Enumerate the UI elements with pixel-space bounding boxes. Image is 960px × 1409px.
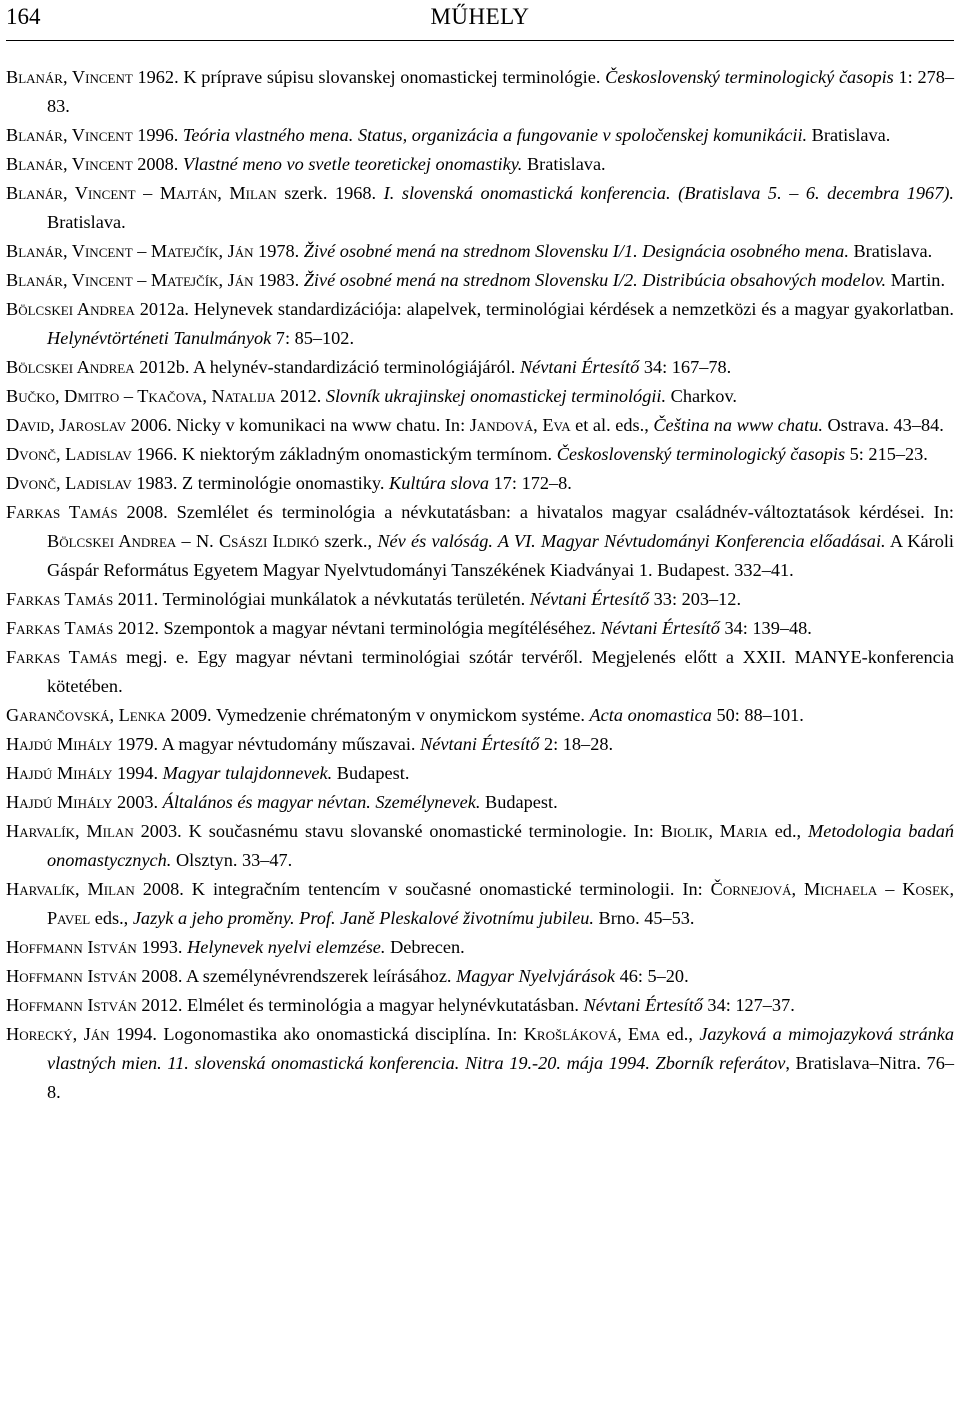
reference-entry [6, 150, 954, 179]
reference-details: Bratislava. [848, 241, 933, 261]
reference-entry [6, 440, 954, 469]
reference-author: Hajdú Mihály [6, 792, 113, 812]
reference-text: 1983. Z terminológie onomastiky. [131, 473, 389, 493]
reference-text: 2003. K současnému stavu slovanské onomastické terminologie. In: [133, 821, 661, 841]
reference-details: 7: 85–102. [271, 328, 355, 348]
reference-details: , Bratislava–Nitra. 76–8. [47, 1053, 954, 1102]
reference-details: 17: 172–8. [489, 473, 572, 493]
reference-details: 46: 5–20. [615, 966, 689, 986]
reference-details: Budapest. [332, 763, 410, 783]
reference-entry [6, 1020, 954, 1107]
running-header [6, 0, 954, 41]
reference-text: 2003. [112, 792, 163, 812]
reference-editor: Čornejová, Michaela – Kosek, Pavel [47, 879, 955, 928]
reference-author: Farkas Tamás [6, 502, 118, 522]
reference-text: megj. e. Egy magyar névtani terminológiai szótár tervéről. Megjelenés előtt a XXII. MANYE-konferencia kötetében. [47, 647, 954, 696]
reference-entry [6, 614, 954, 643]
reference-text: 2009. Vymedzenie chrématoným v onymickom systéme. [165, 705, 590, 725]
reference-entry [6, 933, 954, 962]
reference-entry [6, 498, 954, 585]
reference-details: Bratislava. [807, 125, 891, 145]
reference-author: Blanár, Vincent [6, 154, 133, 174]
reference-editor: Bölcskei Andrea – N. Császi Ildikó [47, 531, 320, 551]
reference-author: Harvalík, Milan [6, 821, 134, 841]
reference-entry [6, 469, 954, 498]
reference-author: Hajdú Mihály [6, 734, 113, 754]
reference-title: Névtani Értesítő [420, 734, 540, 754]
reference-author: Blanár, Vincent – Matejčík, Ján [6, 241, 254, 261]
reference-title: Teória vlastného mena. Status, organizácia a fungovanie v spoločenskej komunikácii. [182, 125, 808, 145]
reference-details: Budapest. [480, 792, 558, 812]
reference-title: Čeština na www chatu. [653, 415, 823, 435]
reference-author: Hoffmann István [6, 966, 137, 986]
reference-details: A Károli Gáspár Református Egyetem Magyar Nyelvtudományi Tanszékének Kiadványai 1. Budapest. 332–41. [47, 531, 955, 580]
reference-author: Harvalík, Milan [6, 879, 135, 899]
reference-author: Hajdú Mihály [6, 763, 113, 783]
reference-text: szerk., [319, 531, 378, 551]
reference-entry [6, 788, 954, 817]
reference-text: 2012. Elmélet és terminológia a magyar helynévkutatásban. [136, 995, 584, 1015]
reference-editor: Jandová, Eva [469, 415, 571, 435]
reference-entry [6, 353, 954, 382]
reference-author: Bölcskei Andrea [6, 299, 135, 319]
reference-entry [6, 121, 954, 150]
reference-text: 1966. K niektorým základným onomastickým termínom. [131, 444, 557, 464]
reference-entry [6, 237, 954, 266]
reference-author: Farkas Tamás [6, 589, 114, 609]
reference-details: 33: 203–12. [649, 589, 742, 609]
reference-text: 2008. Szemlélet és terminológia a névkutatásban: a hivatalos magyar családnév-változtatások kérdései. In: [117, 502, 954, 522]
reference-text: 1996. [132, 125, 183, 145]
reference-entry [6, 817, 954, 875]
reference-text: 2008. K integračním tentencím v současné onomastické terminologii. In: [134, 879, 711, 899]
reference-title: Magyar tulajdonnevek. [162, 763, 333, 783]
reference-author: Hoffmann István [6, 995, 137, 1015]
reference-details: 5: 215–23. [845, 444, 928, 464]
reference-author: Dvonč, Ladislav [6, 473, 132, 493]
reference-text: 2012. Szempontok a magyar névtani terminológia megítéléséhez. [113, 618, 601, 638]
reference-title: Živé osobné mená na strednom Slovensku I/1. Designácia osobného mena. [303, 241, 849, 261]
reference-text: 1983. [253, 270, 304, 290]
reference-list [6, 63, 954, 1107]
reference-title: Acta onomastica [589, 705, 712, 725]
reference-entry [6, 875, 954, 933]
reference-entry [6, 63, 954, 121]
reference-details: 50: 88–101. [711, 705, 804, 725]
page-number: 164 [6, 4, 41, 29]
reference-author: Blanár, Vincent [6, 67, 133, 87]
reference-title: Névtani Értesítő [600, 618, 720, 638]
reference-details: 34: 167–78. [639, 357, 732, 377]
reference-entry [6, 730, 954, 759]
reference-author: Blanár, Vincent [6, 125, 133, 145]
reference-author: Bučko, Dmitro – Tkačova, Natalija [6, 386, 276, 406]
reference-details: Bratislava. [47, 212, 126, 232]
reference-author: Farkas Tamás [6, 618, 114, 638]
reference-text: 1994. Logonomastika ako onomastická disciplína. In: [109, 1024, 524, 1044]
reference-title: Jazyk a jeho proměny. Prof. Janě Pleskalové životnímu jubileu. [132, 908, 594, 928]
reference-title: Československý terminologický časopis [556, 444, 846, 464]
reference-author: Garančovská, Lenka [6, 705, 166, 725]
reference-details: 34: 139–48. [719, 618, 812, 638]
reference-title: Helynevek nyelvi elemzése. [187, 937, 386, 957]
reference-text: 2006. Nicky v komunikaci na www chatu. In: [126, 415, 470, 435]
reference-text: 1978. [253, 241, 304, 261]
reference-entry [6, 962, 954, 991]
reference-title: Névtani Értesítő [529, 589, 650, 609]
reference-text: ed., [767, 821, 808, 841]
reference-text: 2012. [275, 386, 326, 406]
reference-entry [6, 179, 954, 237]
reference-text: 2012b. A helynév-standardizáció terminológiájáról. [134, 357, 520, 377]
reference-text: 1979. A magyar névtudomány műszavai. [112, 734, 421, 754]
reference-entry [6, 643, 954, 701]
reference-entry [6, 759, 954, 788]
reference-text: 1993. [136, 937, 188, 957]
reference-text: szerk. 1968. [276, 183, 384, 203]
reference-details: Brno. 45–53. [593, 908, 695, 928]
reference-details: Bratislava. [522, 154, 606, 174]
reference-entry [6, 585, 954, 614]
reference-title: Československý terminologický časopis [605, 67, 894, 87]
reference-details: Charkov. [666, 386, 737, 406]
reference-text: 2008. A személynévrendszerek leírásához. [136, 966, 457, 986]
reference-title: Živé osobné mená na strednom Slovensku I/2. Distribúcia obsahových modelov. [303, 270, 887, 290]
reference-author: Dvonč, Ladislav [6, 444, 132, 464]
reference-title: Kultúra slova [389, 473, 490, 493]
reference-title: I. slovenská onomastická konferencia. (Bratislava 5. – 6. decembra 1967). [383, 183, 954, 203]
reference-title: Általános és magyar névtan. Személynevek. [162, 792, 481, 812]
reference-details: 1: 278–83. [47, 67, 955, 116]
reference-details: Martin. [886, 270, 946, 290]
reference-author: Farkas Tamás [6, 647, 118, 667]
reference-title: Metodologia badań onomastycznych. [47, 821, 954, 870]
reference-text: 2008. [132, 154, 183, 174]
reference-details: Debrecen. [385, 937, 465, 957]
reference-details: Ostrava. 43–84. [822, 415, 944, 435]
reference-entry [6, 382, 954, 411]
reference-text: eds., [90, 908, 133, 928]
reference-text: 2012a. Helynevek standardizációja: alapelvek, terminológiai kérdések a nemzetközi és a magyar gyakorlatban. [134, 299, 954, 319]
reference-author: Bölcskei Andrea [6, 357, 135, 377]
reference-author: Blanár, Vincent – Matejčík, Ján [6, 270, 254, 290]
reference-entry [6, 991, 954, 1020]
reference-title: Névtani Értesítő [519, 357, 640, 377]
reference-entry [6, 266, 954, 295]
reference-details: 34: 127–37. [702, 995, 795, 1015]
reference-author: Hoffmann István [6, 937, 137, 957]
reference-text: et al. eds., [570, 415, 654, 435]
reference-text: 1962. K príprave súpisu slovanskej onomastickej terminológie. [132, 67, 606, 87]
reference-title: Vlastné meno vo svetle teoretickej onomastiky. [182, 154, 523, 174]
reference-title: Névtani Értesítő [583, 995, 703, 1015]
reference-author: Horecký, Ján [6, 1024, 110, 1044]
reference-title: Helynévtörténeti Tanulmányok [47, 328, 272, 348]
reference-text: 2011. Terminológiai munkálatok a névkutatás területén. [113, 589, 530, 609]
reference-details: Olsztyn. 33–47. [171, 850, 293, 870]
reference-entry [6, 411, 954, 440]
journal-section-title: MŰHELY [430, 4, 530, 29]
reference-title: Jazyková a mimojazyková stránka vlastných mien. 11. slovenská onomastická konferencia. Nitra 19.-20. mája 1994. Zborník referátov [47, 1024, 954, 1073]
reference-editor: Biolik, Maria [660, 821, 768, 841]
reference-text: ed., [660, 1024, 700, 1044]
reference-title: Név és valóság. A VI. Magyar Névtudományi Konferencia előadásai. [377, 531, 886, 551]
reference-details: 2: 18–28. [539, 734, 614, 754]
reference-title: Magyar Nyelvjárások [456, 966, 615, 986]
reference-editor: Krošláková, Ema [523, 1024, 661, 1044]
reference-text: 1994. [112, 763, 163, 783]
reference-author: David, Jaroslav [6, 415, 126, 435]
reference-entry [6, 295, 954, 353]
reference-title: Slovník ukrajinskej onomastickej terminológii. [325, 386, 667, 406]
reference-author: Blanár, Vincent – Majtán, Milan [6, 183, 277, 203]
reference-entry [6, 701, 954, 730]
